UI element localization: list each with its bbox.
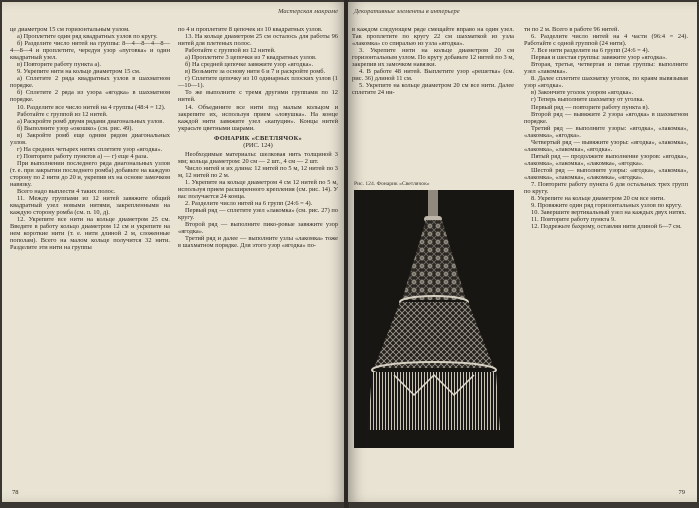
paragraph: Вторая, третья, четвертая и пятая группы: выполните узел «лакомка».: [524, 61, 688, 76]
paragraph: Работайте с группой из 12 нитей.: [17, 110, 108, 118]
paragraph: Работайте с группой из 12 нитей.: [185, 47, 276, 55]
paragraph: 12. Подрежьте бахрому, оставляя нити длиной 6—7 см.: [531, 223, 682, 231]
paragraph: а) Проплетите один ряд квадратных узлов по кругу.: [17, 33, 158, 41]
paragraph: Первый ряд — повторите работу пункта в).: [531, 103, 650, 111]
macrame-lantern-illustration: [354, 190, 514, 448]
paragraph: 8. Далее сплетите шахматку уголок, по краям вывязывая узор «ягодка».: [524, 75, 688, 90]
paragraph: 4. В работе 48 нитей. Выплетите узор «решетка» (см. рис. 36) длиной 11 см.: [352, 68, 514, 83]
paragraph: ти по 2 м. Всего в работе 96 нитей.: [524, 26, 620, 33]
paragraph: 9. Укрепите нити на кольце диаметром 15 см.: [17, 68, 141, 76]
running-head-left: Мастерская макраме: [278, 8, 338, 15]
paragraph: Необходимые материалы: шелковая нить толщиной 3 мм; кольца диаметром: 20 см — 2 шт., 4 см — 2 шт.: [178, 150, 338, 165]
paragraph: 8. Укрепите на кольце диаметром 20 см все нити.: [531, 195, 665, 203]
running-head-right: Декоративные элементы в интерьере: [354, 8, 460, 15]
paragraph: 1. Укрепите на кольце диаметром 4 см 12 нитей по 5 м, используя прием расширенного крепления (см. рис. 14). У вас получается 24 конца.: [178, 178, 338, 201]
figure-reference: (РИС. 124): [243, 141, 273, 149]
paragraph: в) Возьмите за основу нити 6 и 7 и раскройте ромб.: [185, 68, 326, 76]
paragraph: 12. Укрепите все нити на кольце диаметром 25 см. Введите в работу кольцо диаметром 12 см и укрепите на нем короткие нити (т. е. нити длиной 2 м, сложенные пополам). Всего на малом кольце получится 32 нити. Разделите эти нити на группы: [10, 216, 170, 252]
paragraph: 3. Укрепите нити на кольце диаметром 20 см горизонтальным узлом. По кругу добавьте 12 нитей по 3 м, закрепив их замочком навязки.: [352, 47, 514, 69]
paragraph: в каждом следующем ряде смещайте вправо на один узел. Так проплетите по кругу 22 см шахматкой из узла «лакомка» со спиралью из узла «ягодка».: [352, 26, 514, 48]
paragraph: б) На средней цепочке завяжите узор «ягодка».: [185, 61, 314, 69]
paragraph: б) Сплетите 2 ряда из узора «ягодка» в шахматном порядке.: [10, 89, 170, 104]
paragraph: 2. Разделите число нитей на 6 групп (24:6 = 4).: [185, 200, 313, 208]
paragraph: це диаметром 15 см горизонтальным узлом.: [10, 26, 130, 33]
text-column-2: [178, 26, 338, 249]
paragraph: 14. Объедините все нити под малым кольцом и закрепите их, используя прием «ловушка». На конце каждой нити завяжите узел «капуцин». Концы нитей украсьте цветными шарами.: [178, 103, 338, 132]
lantern-photo: [354, 190, 514, 448]
paragraph: по 4 и проплетите 8 цепочек из 10 квадратных узлов.: [178, 26, 323, 33]
paragraph: Четвертый ряд — вывяжите узоры: «ягодка», «лакомка», «лакомка», «лакомка», «ягодка».: [524, 138, 688, 153]
paragraph: 6. Разделите число нитей на 4 части (96:4 = 24). Работайте с одной группой (24 нити).: [524, 33, 688, 48]
page-number-right: 79: [678, 489, 685, 496]
paragraph: 13. На кольце диаметром 25 см осталось для работы 96 нитей для плетеных полос.: [178, 33, 338, 48]
paragraph: 11. Повторите работу пункта 9.: [531, 216, 616, 224]
section-heading: ФОНАРИК «СВЕТЛЯЧОК»: [213, 134, 303, 142]
paragraph: 7. Повторите работу пункта 6 для остальных трех групп по кругу.: [524, 181, 688, 196]
paragraph: Второй ряд — выполните пико-ровые завяжите узор «ягодка».: [178, 221, 338, 236]
paragraph: в) Закройте ромб еще одним рядом диагональных узлов.: [10, 131, 170, 146]
paragraph: б) Выполните узор «окошко» (см. рис. 49).: [17, 124, 134, 132]
paragraph: г) Сплетите цепочку из 10 одинарных плоских узлов (1—10—1).: [178, 75, 338, 90]
paragraph: 10. Завершите вертикальный узел на каждых двух нитях.: [531, 209, 687, 217]
paragraph: 5. Укрепите на кольце диаметром 20 см все нити. Далее сплетите 24 ни-: [352, 82, 514, 97]
text-column-4: [524, 26, 688, 230]
paragraph: Всего надо выплести 4 таких полос.: [17, 188, 116, 196]
paragraph: При выполнении последнего ряда диагональных узлов (т. е. при закрытии последнего ромба) добавьте на каждую сторону по 2 нити до 20 и, укрепив их на основе замочком навязку.: [10, 159, 170, 189]
paragraph: Второй ряд — вывяжите 2 узора «ягодка» в шахматном порядке.: [524, 110, 688, 125]
paragraph: Пятый ряд — продолжите выполнение узоров: «ягодка», «лакомка», «лакомка», «лакомка», «ягодка».: [524, 152, 688, 167]
right-page: [348, 2, 697, 502]
paragraph: 7. Все нити разделите на 6 групп (24:6 = 4).: [531, 47, 650, 55]
paragraph: То же выполните с тремя другими группами по 12 нитей.: [178, 89, 338, 104]
paragraph: 10. Разделите все число нитей на 4 группы (48:4 = 12).: [17, 103, 166, 111]
paragraph: б) Разделите число нитей на группы: 8—4—8—4—8—4—8—4 и проплетите, чередуя узор «пуговка» и один квадратный узел.: [10, 40, 170, 62]
paragraph: Шестой ряд — выполните узоры: «ягодка», «лакомка», «лакомка», «лакомка», «лакомка», «ягодка».: [524, 166, 688, 181]
paragraph: г) Теперь выполните шахматку от уголка.: [531, 96, 645, 104]
paragraph: а) Раскройте ромб двумя рядами диагональных узлов.: [17, 117, 164, 125]
paragraph: Третий ряд — выполните узоры: «ягодка», «лакомка», «лакомка», «ягодка».: [524, 124, 688, 139]
left-page: [2, 2, 346, 502]
page-number-left: 78: [12, 489, 19, 496]
text-column-1: [10, 26, 170, 252]
text-column-3: [352, 26, 514, 96]
paragraph: а) Проплетите 3 цепочки из 7 квадратных узлов.: [185, 54, 317, 62]
paragraph: 11. Между группами из 12 нитей завяжите общий квадратный узел новыми нитями, закрепленными на каждую сторону ромба (см. п. 10, д).: [10, 195, 170, 217]
paragraph: в) Повторите работу пункта а).: [17, 61, 101, 69]
paragraph: Третий ряд и далее — выполните узлы «лакомка» тоже в шахматном порядке. Для этого узор «ягодка» по-: [178, 235, 338, 250]
paragraph: а) Сплетите 2 ряда квадратных узлов в шахматном порядке.: [10, 75, 170, 90]
paragraph: 9. Провяжите один ряд горизонтальных узлов по кругу.: [531, 202, 682, 210]
paragraph: в) Закончите уголок узором «ягодка».: [531, 89, 634, 97]
paragraph: Число нитей и их длина: 12 нитей по 5 м, 12 нитей по 3 м, 12 нитей по 2 м.: [178, 164, 338, 179]
paragraph: г) Повторите работу пунктов а) — г) еще 4 раза.: [17, 152, 149, 160]
figure-caption: Рис. 124. Фонарик «Светлячок»: [354, 181, 430, 187]
paragraph: Первая и шестая группы: завяжите узор «ягодка».: [531, 54, 667, 62]
paragraph: Первый ряд — сплетите узел «лакомка» (см. рис. 27) по кругу.: [178, 207, 338, 222]
paragraph: г) На средних четырех нитях сплетите узор «ягодка».: [17, 145, 163, 153]
